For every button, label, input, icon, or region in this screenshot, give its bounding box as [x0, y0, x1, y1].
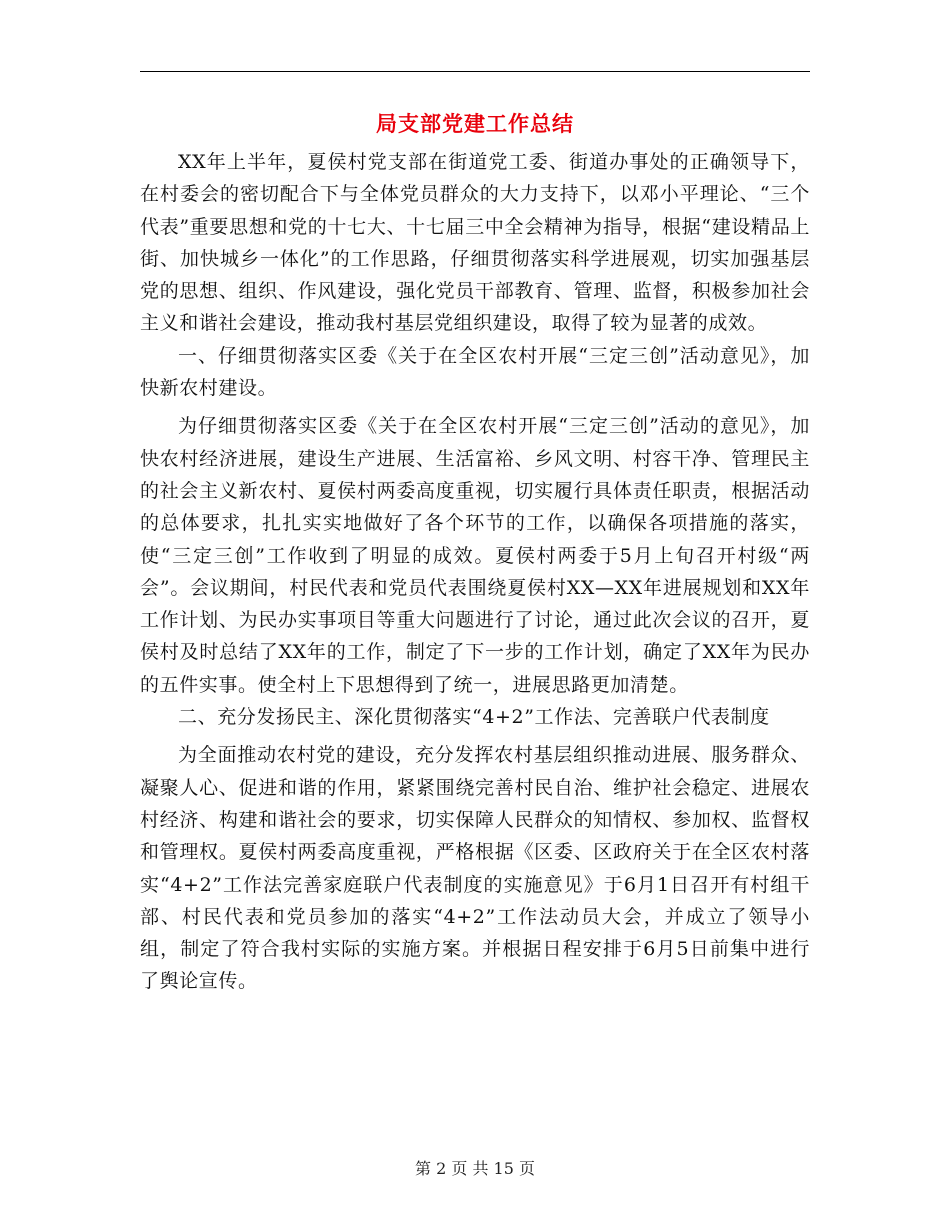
header-rule [140, 71, 810, 72]
paragraph-intro: XX年上半年，夏侯村党支部在街道党工委、街道办事处的正确领导下，在村委会的密切配合下与全体党员群众的大力支持下，以邓小平理论、“三个代表”重要思想和党的十七大、十七届三中全会精神为指导，根据“建设精品上街、加快城乡一体化”的工作思路，仔细贯彻落实科学进展观，切实加强基层党的思想、组织、作风建设，强化党员干部教育、管理、监督，积极参加社会主义和谐社会建设，推动我村基层党组织建设，取得了较为显著的成效。 [140, 151, 810, 335]
document-body [140, 146, 810, 998]
paragraph-section-2: 为全面推动农村党的建设，充分发挥农村基层组织推动进展、服务群众、凝聚人心、促进和谐的作用，紧紧围绕完善村民自治、维护社会稳定、进展农村经济、构建和谐社会的要求，切实保障人民群众的知情权、参加权、监督权和管理权。夏侯村两委高度重视，严格根据《区委、区政府关于在全区农村落实“4+2”工作法完善家庭联户代表制度的实施意见》于6月1日召开有村组干部、村民代表和党员参加的落实“4+2”工作法动员大会，并成立了领导小组，制定了符合我村实际的实施方案。并根据日程安排于6月5日前集中进行了舆论宣传。 [140, 744, 810, 993]
section-heading-1: 一、仔细贯彻落实区委《关于在全区农村开展“三定三创”活动意见》，加快新农村建设。 [140, 344, 810, 400]
document-title: 局支部党建工作总结 [376, 111, 574, 136]
section-heading-2: 二、充分发扬民主、深化贯彻落实“4+2”工作法、完善联户代表制度 [178, 706, 770, 729]
paragraph-section-1: 为仔细贯彻落实区委《关于在全区农村开展“三定三创”活动的意见》，加快农村经济进展，建设生产进展、生活富裕、乡风文明、村容干净、管理民主的社会主义新农村、夏侯村两委高度重视，切实履行具体责任职责，根据活动的总体要求，扎扎实实地做好了各个环节的工作，以确保各项措施的落实，使“三定三创”工作收到了明显的成效。夏侯村两委于5月上旬召开村级“两会”。会议期间，村民代表和党员代表围绕夏侯村XX—XX年进展规划和XX年工作计划、为民办实事项目等重大问题进行了讨论，通过此次会议的召开，夏侯村及时总结了XX年的工作，制定了下一步的工作计划，确定了XX年为民办的五件实事。使全村上下思想得到了统一，进展思路更加清楚。 [140, 415, 810, 696]
page-number: 第 2 页 共 15 页 [415, 1159, 535, 1178]
